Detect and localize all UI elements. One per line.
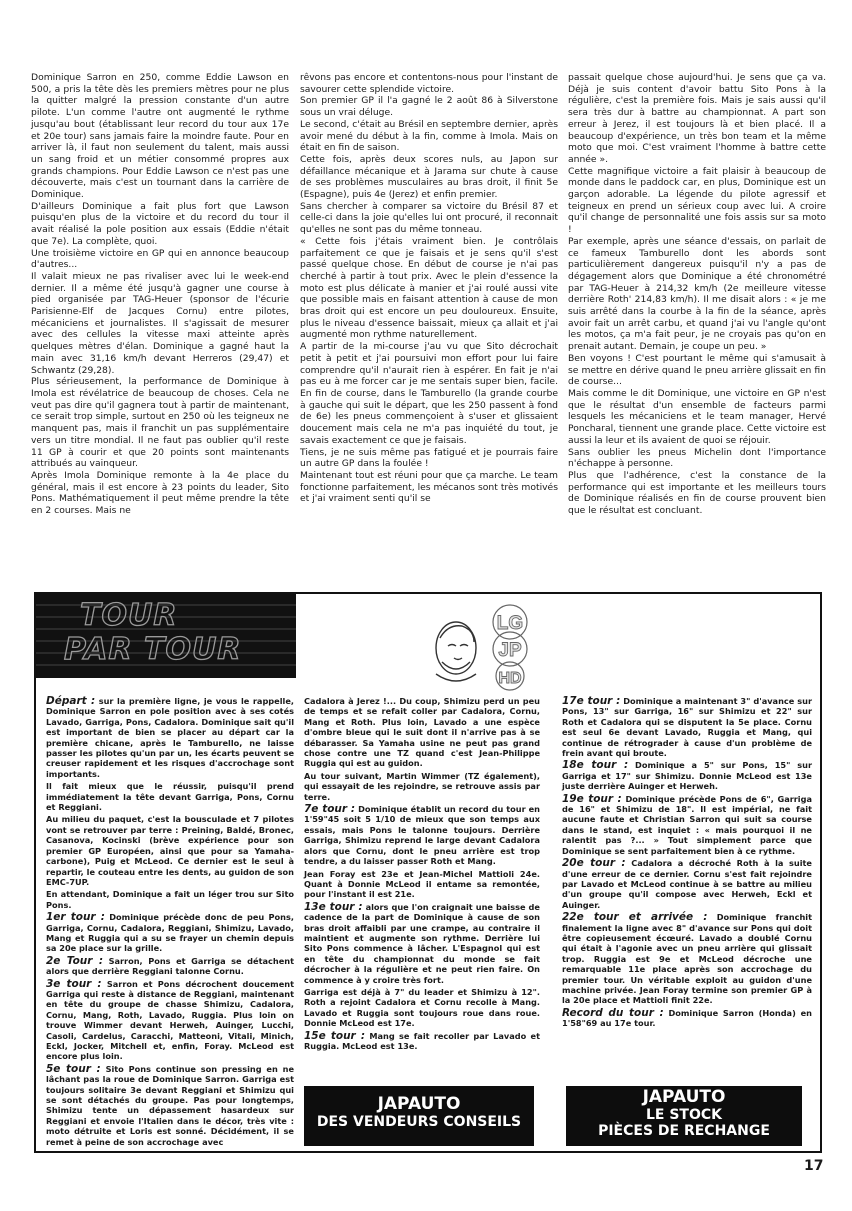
lap-label: 18e tour : bbox=[562, 759, 629, 772]
lap-label: Départ : bbox=[46, 695, 96, 707]
lap-label: 15e tour : bbox=[304, 1029, 366, 1042]
tour-column-1 bbox=[46, 696, 294, 1149]
paragraph: Il valait mieux ne pas rivaliser avec lui le week-end dernier. Il a même été jusqu'à gagner une course à pied organisée par TAG-Heuer (sponsor de l'écurie Parisienne-Elf de Jacques Cornu) entre pilotes, mécaniciens et journalistes. Il s'agissait de mesurer avec des cellules la vitesse maxi atteinte après quelques mètres d'élan. Dominique a gagné haut la main avec 31,16 km/h devant Herreros (29,47) et Schwantz (29,28). bbox=[31, 270, 289, 376]
article-column-2 bbox=[300, 72, 558, 505]
lap-text: Au tour suivant, Martin Wimmer (TZ également), qui essayait de les rejoindre, se retrouve assis par terre. bbox=[304, 770, 540, 802]
ad-brand: JAPAUTO bbox=[377, 1094, 461, 1114]
paragraph: Dominique Sarron en 250, comme Eddie Lawson en 500, a pris la tête dès les premiers mètres pour ne plus la quitter malgré la pression constante d'un autre pilote. L'un comme l'autre ont augmenté le rythme jusqu'au bout (établissant leur record du tour aux 17e et 20e tour) sans jamais faire la moindre faute. Pour en arriver là, il faut non seulement du talent, mais aussi un sang froid et un métier consommé propres aux grands champions. Pour Eddie Lawson ce n'est pas une découverte, mais c'est un tournant dans la carrière de Dominique. bbox=[31, 72, 289, 201]
logo-letters-lg: LG bbox=[496, 613, 524, 634]
article-column-1 bbox=[31, 72, 289, 517]
tour-entry bbox=[304, 696, 540, 769]
paragraph: Après Imola Dominique remonte à la 4e place du général, mais il est encore à 23 points du leader, Sito Pons. Mathématiquement il peut même prendre la tête en 2 courses. Mais ne bbox=[31, 469, 289, 517]
tour-entry bbox=[46, 814, 294, 887]
lap-text: alors que l'on craignait une baisse de cadence de la part de Dominique à cause de son bras droit affaibli par une crampe, au contraire il maintient et augmente son rythme. Derrière lui Sito Pons commence à lâcher. L'Espagnol qui est en tête du championnat du monde se fait décrocher à la régulière et ne peut rien faire. On commence à y croire très fort. bbox=[304, 901, 540, 985]
paragraph: Sans chercher à comparer sa victoire du Brésil 87 et celle-ci dans la joie qu'elles lui ont procuré, il reconnait qu'elles ne sont pas du même tonneau. bbox=[300, 200, 558, 236]
tour-entry bbox=[46, 956, 294, 977]
lap-label: Record du tour : bbox=[562, 1006, 664, 1019]
tour-entry bbox=[562, 760, 812, 791]
japauto-ad-stock bbox=[566, 1086, 802, 1146]
article-column-3 bbox=[568, 72, 826, 517]
tour-entry bbox=[304, 902, 540, 985]
tour-entry bbox=[562, 794, 812, 856]
tour-entry bbox=[304, 869, 540, 900]
paragraph: Son premier GP il l'a gagné le 2 août 86 à Silverstone sous un vrai déluge. bbox=[300, 95, 558, 119]
tour-entry bbox=[304, 1031, 540, 1052]
paragraph: Une troisième victoire en GP qui en annonce beaucoup d'autres... bbox=[31, 247, 289, 271]
paragraph: Maintenant tout est réuni pour que ça marche. Le team fonctionne parfaitement, les mécanos sont très motivés et j'ai vraiment senti qu'il se bbox=[300, 469, 558, 505]
tour-entry bbox=[46, 781, 294, 812]
lap-text: Il fait mieux que le réussir, puisqu'il prend immédiatement la tête devant Garriga, Pons, Cornu et Reggiani. bbox=[46, 781, 294, 813]
lap-label: 20e tour : bbox=[562, 857, 626, 870]
tour-column-3 bbox=[562, 696, 812, 1031]
lap-text: Dominique Sarron (Honda) en 1'58"69 au 17e tour. bbox=[562, 1007, 812, 1029]
tour-entry bbox=[46, 1064, 294, 1147]
lap-text: Dominique établit un record du tour en 1'59"45 soit 5 1/10 de mieux que son temps aux essais, mais Pons le talonne toujours. Derrière Garriga, Shimizu reprend le large devant Cadalora alors que Cornu, dont le pneu arrière est trop tendre, a du laisser passer Roth et Mang. bbox=[304, 804, 541, 867]
tour-column-2 bbox=[304, 696, 540, 1053]
lap-text: Jean Foray est 23e et Jean-Michel Mattioli 24e. Quant à Donnie McLeod il entame sa remontée, pour l'instant il est 21e. bbox=[304, 868, 540, 900]
paragraph: passait quelque chose aujourd'hui. Je sens que ça va. Déjà je suis content d'avoir battu Sito Pons à la régulière, c'est la première fois. Mais je sais aussi qu'il sera très dur à battre au championnat. A part son erreur à Jerez, il est toujours là et bien placé. Il a beaucoup d'expérience, un très bon team et la même moto que moi. C'est vraiment l'homme à battre cette année ». bbox=[568, 72, 826, 165]
lap-text: Sarron et Pons décrochent doucement Garriga qui reste à distance de Reggiani, maintenant en tête du groupe de chasse Shimizu, Cadalora, Cornu, Mang, Roth, Lavado, Ruggia. Plus loin on trouve Wimmer devant Herweh, Auinger, Lucchi, Casoli, Cardelus, Caracchi, Matteoni, Vitali, Minich, Eckl, Jocker, Mitchell et, enfin, Foray. McLeod est encore plus loin. bbox=[46, 978, 295, 1062]
tour-par-tour-box bbox=[34, 592, 822, 1153]
lap-label: 19e tour : bbox=[562, 792, 622, 805]
lap-label: 7e tour : bbox=[304, 803, 356, 816]
lap-text: Dominique a 5" sur Pons, 15" sur Garriga et 17" sur Shimizu. Donnie McLeod est 13e juste derrière Auinger et Herweh. bbox=[562, 760, 812, 792]
ad-tagline: PIÈCES DE RECHANGE bbox=[598, 1123, 770, 1139]
tour-entry bbox=[304, 771, 540, 802]
lap-label: 1er tour : bbox=[46, 911, 105, 924]
lap-label: 17e tour : bbox=[562, 695, 621, 707]
lap-label: 22e tour et arrivée : bbox=[562, 911, 708, 924]
lap-label: 3e tour : bbox=[46, 977, 102, 990]
lap-text: Mang se fait recoller par Lavado et Ruggia. McLeod est 13e. bbox=[304, 1030, 540, 1051]
paragraph: Ben voyons ! C'est pourtant le même qui s'amusait à se mettre en dérive quand le pneu arrière glissait en fin de course... bbox=[568, 352, 826, 388]
lap-text: sur la première ligne, je vous le rappelle, Dominique Sarron en pole position avec à ses cotés Lavado, Garriga, Pons, Cadalora. Dominique sait qu'il est important de bien se placer au départ car la première chicane, après le Tamburello, ne laisse passer les pilotes qu'un par un, les écarts peuvent se creuser rapidement et les risques d'accrochage sont importants. bbox=[46, 696, 294, 779]
tour-entry bbox=[46, 696, 294, 779]
lap-text: Dominique précède donc de peu Pons, Garriga, Cornu, Cadalora, Reggiani, Shimizu, Lavado, Mang et Ruggia qui a su se frayer un chemin depuis sa 20e place sur la grille. bbox=[46, 912, 294, 954]
paragraph: A partir de la mi-course j'au vu que Sito décrochait petit à petit et j'ai poursuivi mon effort pour lui faire comprendre qu'il n'aurait rien à espérer. En fait je n'ai pas eu à me forcer car je me sentais super bien, facile. En fin de course, dans le Tamburello (la grande courbe à gauche qui suit le départ, que les 250 passent à fond de 6e) les pneus commençoient à s'user et glissaient doucement mais cela ne m'a pas inquiété du tout, je savais exactement ce que je faisais. bbox=[300, 341, 558, 446]
lap-text: Dominique a maintenant 3" d'avance sur Pons, 13" sur Garriga, 16" sur Shimizu et 22" sur Roth et Cadalora qui se disputent la 5e place. Cornu est seul 6e devant Lavado, Ruggia et Mang, qui continue de rétrograder à cause d'un problème de frein avant qui broute. bbox=[562, 696, 812, 759]
lap-text: Cadalora à Jerez !... Du coup, Shimizu perd un peu de temps et se refait coller par Cadalora, Cornu, Mang et Roth. Plus loin, Lavado a une espèce d'ombre bleue qui le suit dont il n'arrive pas à se débarasser. Sa Yamaha usine ne peut pas grand chose contre une TZ quand c'est Jean-Philippe Ruggia qui est au guidon. bbox=[304, 696, 540, 769]
lap-text: Dominique franchit finalement la ligne avec 8" d'avance sur Pons qui doit être copieusement écœuré. Lavado a doublé Cornu qui était à l'agonie avec un pneu arrière qui glissait trop. Ruggia est 9e et McLeod décroche une remarquable 11e place après son accrochage du premier tour. Un véritable exploit au guidon d'une machine privée. Jean Foray termine son premier GP à la 20e place et Mattioli finit 22e. bbox=[562, 912, 812, 1006]
tour-entry bbox=[304, 804, 540, 866]
tour-entry bbox=[46, 889, 294, 910]
paragraph: Mais comme le dit Dominique, une victoire en GP n'est que le résultat d'un ensemble de facteurs parmi lesquels les mécaniciens et le team manager, Hervé Poncharal, tiennent une grande place. Cette victoire est aussi la leur et ils avaient de quoi se réjouir. bbox=[568, 387, 826, 446]
lap-text: Sarron, Pons et Garriga se détachent alors que derrière Reggiani talonne Cornu. bbox=[46, 955, 294, 977]
lap-label: 5e tour : bbox=[46, 1062, 101, 1075]
tour-entry bbox=[562, 912, 812, 1006]
paragraph: Cette magnifique victoire a fait plaisir à beaucoup de monde dans le paddock car, en plus, Dominique est un garçon adorable. La légende du pilote agressif et teigneux en prend un sérieux coup avec lui. A croire qu'il change de personnalité une fois assis sur sa moto ! bbox=[568, 165, 826, 236]
lap-text: Garriga est déjà à 7" du leader et Shimizu à 12". Roth a rejoint Cadalora et Cornu recolle à Mang. Lavado et Ruggia sont toujours roue dans roue. Donnie McLeod est 17e. bbox=[304, 986, 540, 1029]
paragraph: Tiens, je ne suis même pas fatigué et je pourrais faire un autre GP dans la foulée ! bbox=[300, 446, 558, 470]
tour-par-tour-banner bbox=[36, 594, 296, 678]
paragraph: Plus que l'adhérence, c'est la constance de la performance qui est importante et les meilleurs tours de Dominique réalisés en fin de course prouvent bien que le résultat est concluant. bbox=[568, 469, 826, 517]
logo-letters-hd: HD bbox=[498, 670, 522, 687]
ad-tagline: LE STOCK bbox=[645, 1107, 722, 1123]
lgjp-logo-icon bbox=[418, 602, 548, 692]
paragraph: rêvons pas encore et contentons-nous pour l'instant de savourer cette splendide victoire. bbox=[300, 72, 558, 95]
page-number: 17 bbox=[804, 1158, 824, 1174]
paragraph: D'ailleurs Dominique a fait plus fort que Lawson puisqu'en plus de la victoire et du record du tour il avait réalisé la pole position aux essais (Eddie n'était que 7e). La complète, quoi. bbox=[31, 200, 289, 247]
lap-text: Dominique précède Pons de 6", Garriga de 16" et Shimizu de 18". Il est impérial, ne fait aucune faute et Christian Sarron qui suit sa course dans le stand, est inquiet : « mais pourquoi il ne ralentit pas ?... » Tout simplement parce que Dominique se sent parfaitement bien à ce rythme. bbox=[562, 793, 812, 856]
japauto-ad-vendeurs bbox=[304, 1086, 534, 1146]
tour-entry bbox=[304, 987, 540, 1029]
ad-brand: JAPAUTO bbox=[642, 1087, 726, 1107]
paragraph: Plus sérieusement, la performance de Dominique à Imola est révélatrice de beaucoup de choses. Cela ne veut pas dire qu'il gagnera tout à partir de maintenant, ce serait trop simple, surtout en 250 où les teigneux ne manquent pas, mais il franchit un pas supplémentaire vers un titre mondial. Il ne faut pas oublier qu'il reste 11 GP à courir et que 20 points sont maintenants attribués au vainqueur. bbox=[31, 376, 289, 470]
tour-entry bbox=[46, 912, 294, 954]
tour-entry bbox=[562, 696, 812, 758]
lap-text: Cadalora a décroché Roth à la suite d'une erreur de ce dernier. Cornu s'est fait rejoindre par Lavado et McLeod continue à se battre au milieu d'un groupe qu'il compose avec Herweh, Eckl et Auinger. bbox=[562, 858, 812, 910]
lap-label: 13e tour : bbox=[304, 900, 363, 913]
ad-tagline: DES VENDEURS CONSEILS bbox=[316, 1114, 522, 1130]
paragraph: Par exemple, après une séance d'essais, on parlait de ce fameux Tamburello dont les abords sont particulièrement dangereux puisqu'il n'y a pas de dégagement alors que Dominique a été chronométré par TAG-Heuer à 214,32 km/h (2e meilleure vitesse derrière Roth' 214,83 km/h). Il me disait alors : « je me suis arrêté dans la courbe à la fin de la séance, après avoir fait un arrêt carbu, et quand j'ai vu l'angle qu'ont les motos, ça m'a fait peur, je ne croyais pas qu'on en prenait autant. Demain, je coupe un peu. » bbox=[568, 235, 826, 353]
lap-text: En attendant, Dominique a fait un léger trou sur Sito Pons. bbox=[46, 889, 294, 910]
tour-entry bbox=[46, 979, 294, 1062]
lap-text: Sito Pons continue son pressing en ne lâchant pas la roue de Dominique Sarron. Garriga est toujours solitaire 3e devant Reggiani et Shimizu qui se sont détachés du groupe. Pas pour longtemps, Shimizu tente un dépassement hasardeux sur Reggiani et envoie l'Italien dans le décor, très vite : moto détruite et Loris est sonné. Décidément, il se remet à peine de son accrochage avec bbox=[46, 1063, 294, 1147]
paragraph: Le second, c'était au Brésil en septembre dernier, après avoir mené du début à la fin, comme à Imola. Mais on était en fin de saison. bbox=[300, 118, 558, 154]
tour-entry bbox=[562, 1008, 812, 1029]
lap-text: Au milieu du paquet, c'est la bousculade et 7 pilotes vont se retrouver par terre : Preining, Baldé, Bronec, Casanova, Kocinski (brève expérience pour son premier GP Européen, ainsi que pour sa Yamaha-carbone), Puig et McLeod. Ce dernier est le seul à repartir, le couteau entre les dents, au guidon de son EMC-7UP. bbox=[46, 814, 294, 887]
banner-title-line-1: TOUR bbox=[80, 598, 178, 633]
paragraph: « Cette fois j'étais vraiment bien. Je contrôlais parfaitement ce que je faisais et je sens qu'il s'est passé quelque chose. En début de course je n'ai pas cherché à partir à tout prix. Avec le plein d'essence la moto est plus délicate à manier et j'ai roulé aussi vite que possible mais en faisant attention à cause de mon bras droit qui est encore un peu douloureux. Ensuite, plus le niveau d'essence baissait, mieux ça allait et j'ai augmenté mon rythme naturellement. bbox=[300, 235, 558, 341]
logo-letters-jp: JP bbox=[498, 640, 522, 661]
paragraph: Sans oublier les pneus Michelin dont l'importance n'échappe à personne. bbox=[568, 446, 826, 470]
banner-title-line-2: PAR TOUR bbox=[64, 632, 242, 667]
lap-label: 2e Tour : bbox=[46, 954, 104, 967]
tour-entry bbox=[562, 858, 812, 910]
paragraph: Cette fois, après deux scores nuls, au Japon sur défaillance mécanique et à Jarama sur chute à cause de ses problèmes musculaires au bras droit, il finit 5e (Espagne), puis 4e (Jerez) et enfin premier. bbox=[300, 153, 558, 201]
